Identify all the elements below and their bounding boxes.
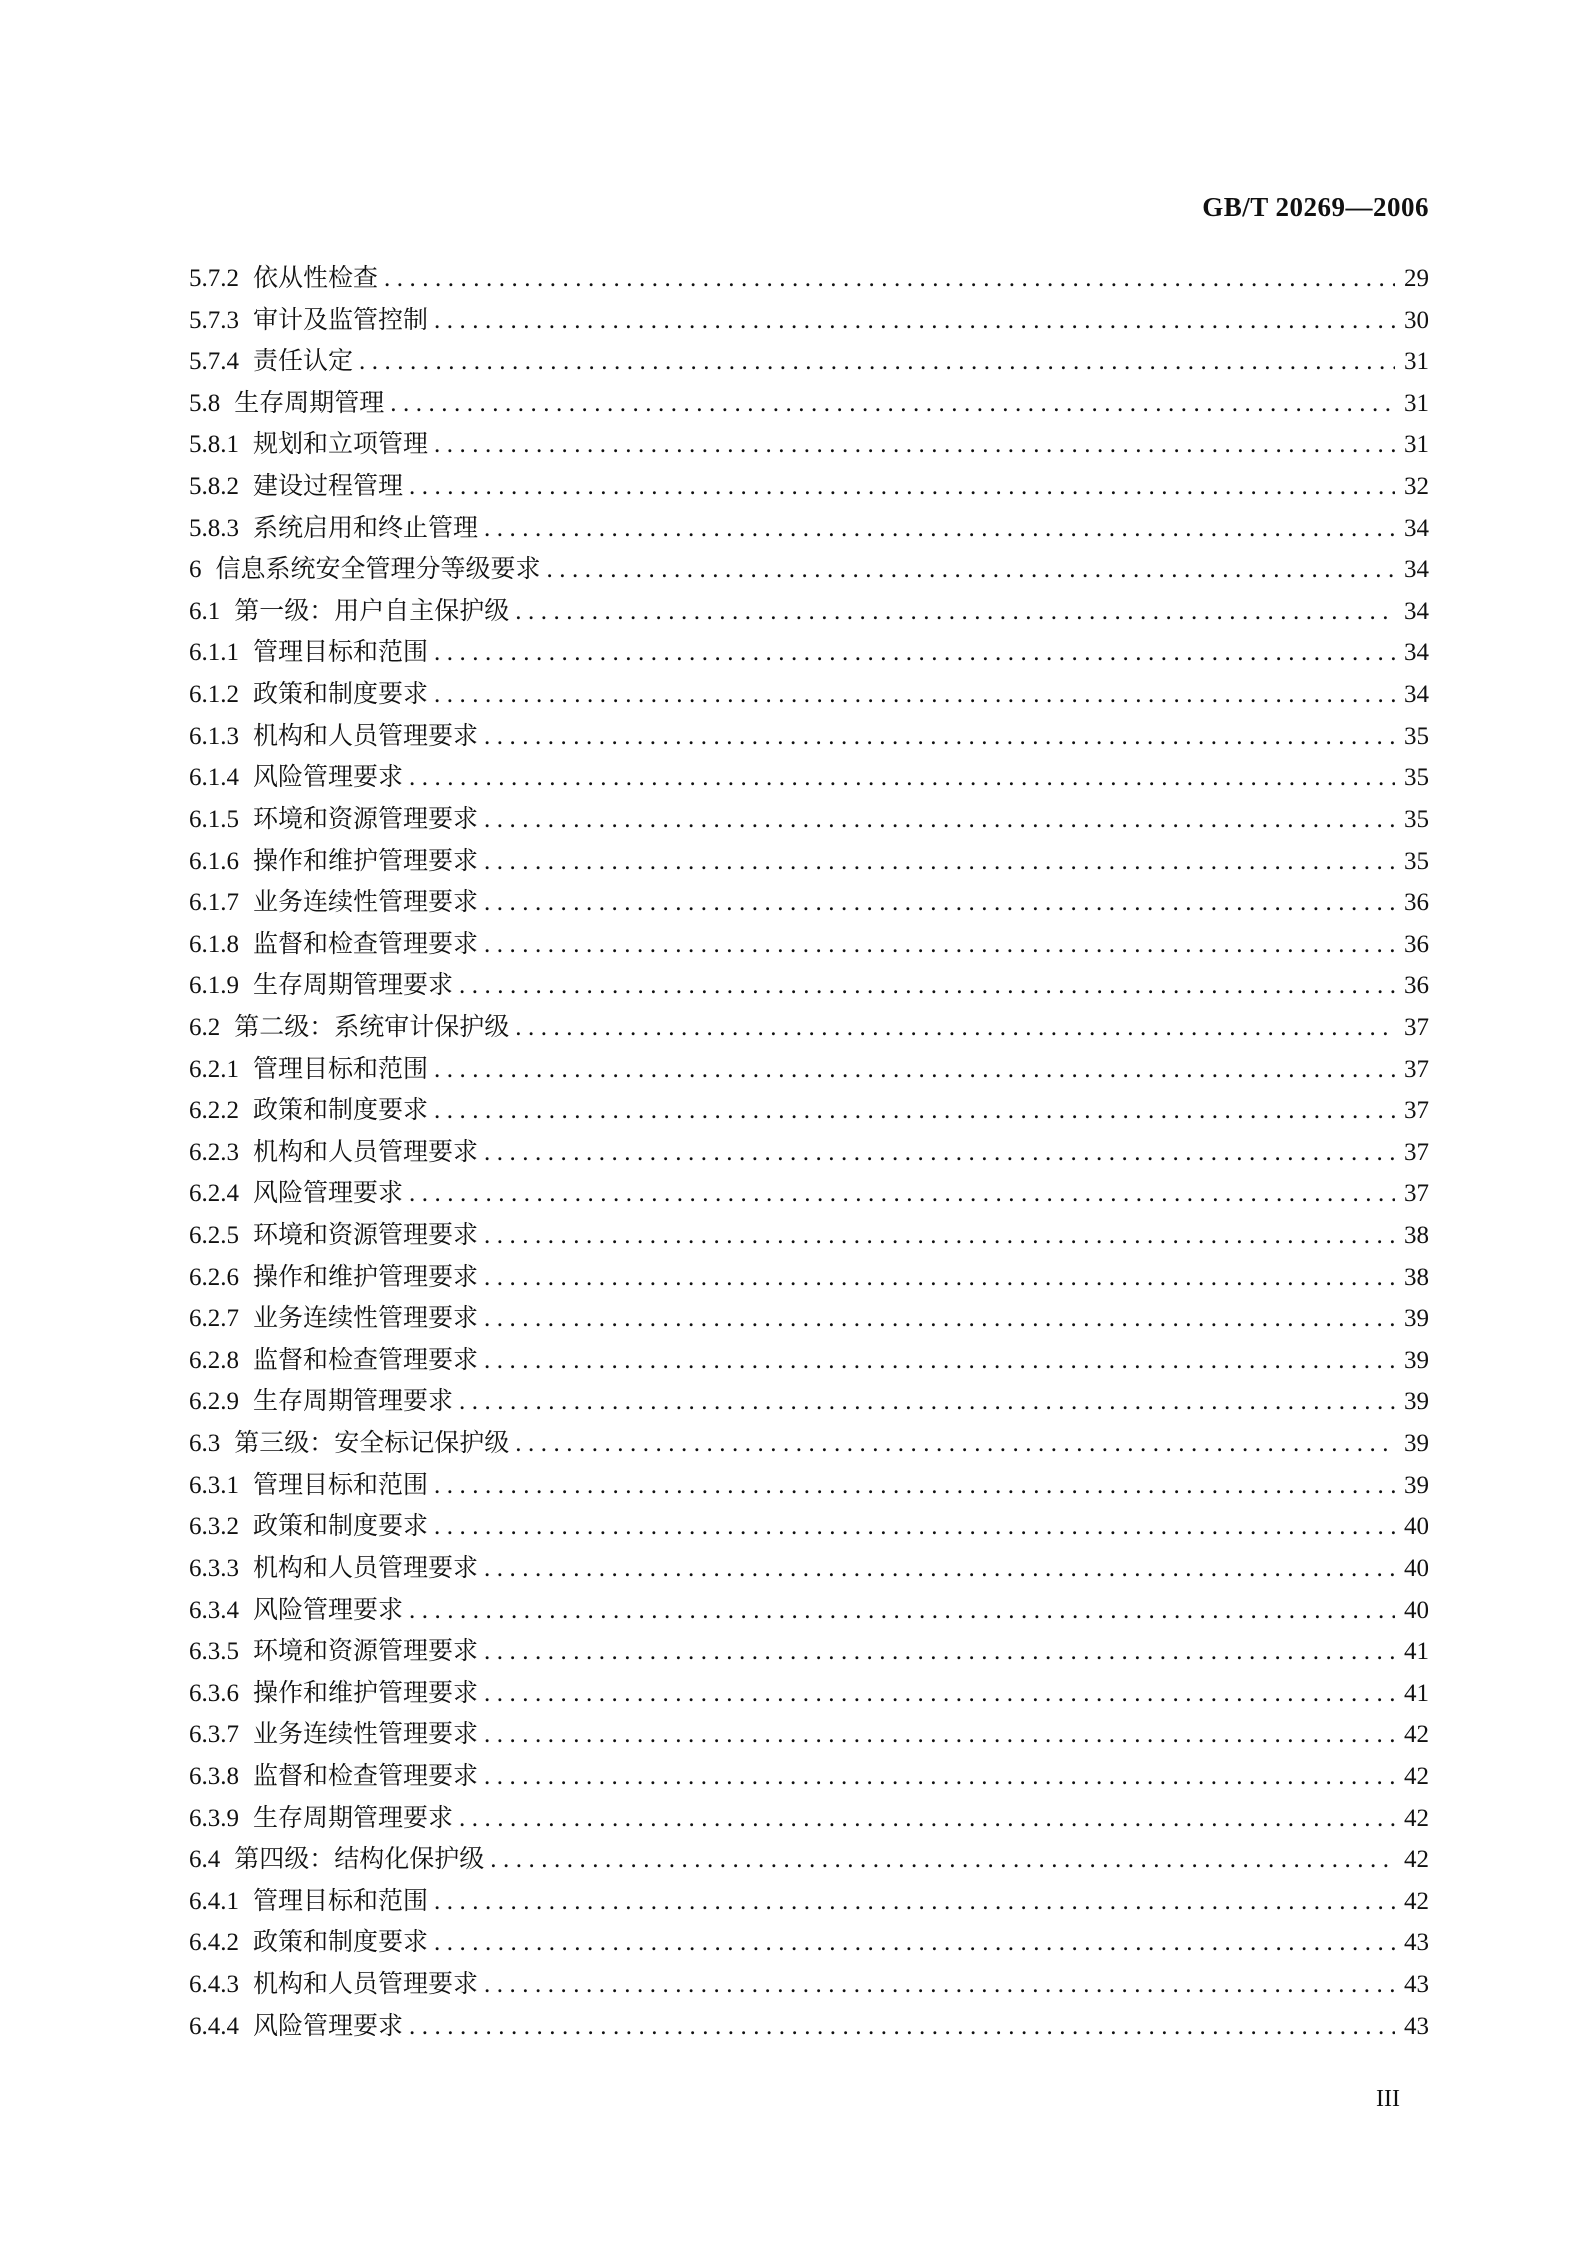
toc-entry-number: 6.2.6 bbox=[189, 1263, 239, 1291]
toc-entry-number: 6.1.2 bbox=[189, 681, 239, 709]
toc-entry[interactable] bbox=[189, 632, 1429, 674]
dot-leader bbox=[459, 1388, 1395, 1416]
toc-entry-title: 管理目标和范围 bbox=[253, 1887, 429, 1915]
toc-entry[interactable] bbox=[189, 549, 1429, 591]
page-folio: III bbox=[1376, 2086, 1400, 2112]
toc-entry-page: 40 bbox=[1404, 1513, 1429, 1541]
toc-entry-page: 39 bbox=[1404, 1471, 1429, 1499]
toc-entry[interactable] bbox=[189, 924, 1429, 966]
dot-leader bbox=[484, 1638, 1395, 1666]
toc-entry[interactable] bbox=[189, 1465, 1429, 1507]
dot-leader bbox=[409, 764, 1395, 792]
toc-entry-title: 监督和检查管理要求 bbox=[253, 930, 479, 958]
toc-entry-title: 建设过程管理 bbox=[253, 473, 404, 501]
toc-entry-title: 第一级：用户自主保护级 bbox=[234, 597, 510, 625]
toc-entry-page: 34 bbox=[1404, 556, 1429, 584]
toc-entry-page: 43 bbox=[1404, 2012, 1429, 2040]
toc-entry-page: 39 bbox=[1404, 1305, 1429, 1333]
toc-entry-number: 6.4.3 bbox=[189, 1970, 239, 1998]
toc-entry-number: 6.4.1 bbox=[189, 1887, 239, 1915]
toc-entry-page: 35 bbox=[1404, 764, 1429, 792]
toc-entry-title: 生存周期管理要求 bbox=[253, 1804, 454, 1832]
toc-entry-title: 政策和制度要求 bbox=[253, 1929, 429, 1957]
toc-entry-number: 5.8.2 bbox=[189, 473, 239, 501]
toc-entry[interactable] bbox=[189, 258, 1429, 300]
toc-entry-title: 第二级：系统审计保护级 bbox=[234, 1013, 510, 1041]
toc-entry-number: 6.2.1 bbox=[189, 1055, 239, 1083]
toc-entry-page: 42 bbox=[1404, 1846, 1429, 1874]
toc-entry-title: 环境和资源管理要求 bbox=[253, 805, 479, 833]
toc-entry-number: 6.1.4 bbox=[189, 764, 239, 792]
toc-entry-title: 业务连续性管理要求 bbox=[253, 1721, 479, 1749]
toc-entry-number: 6.3.4 bbox=[189, 1596, 239, 1624]
dot-leader bbox=[434, 1472, 1395, 1500]
toc-entry[interactable] bbox=[189, 1090, 1429, 1132]
dot-leader bbox=[547, 556, 1395, 584]
toc-entry-number: 6.3.5 bbox=[189, 1638, 239, 1666]
toc-entry[interactable] bbox=[189, 674, 1429, 716]
toc-entry-page: 42 bbox=[1404, 1762, 1429, 1790]
toc-entry-number: 6.2 bbox=[189, 1013, 221, 1041]
toc-entry-page: 38 bbox=[1404, 1263, 1429, 1291]
toc-entry-page: 39 bbox=[1404, 1430, 1429, 1458]
toc-entry-page: 34 bbox=[1404, 681, 1429, 709]
toc-entry[interactable] bbox=[189, 508, 1429, 550]
toc-entry[interactable] bbox=[189, 1381, 1429, 1423]
toc-entry[interactable] bbox=[189, 1798, 1429, 1840]
toc-entry[interactable] bbox=[189, 2006, 1429, 2048]
toc-entry-page: 36 bbox=[1404, 930, 1429, 958]
dot-leader bbox=[459, 972, 1395, 1000]
toc-entry[interactable] bbox=[189, 1590, 1429, 1632]
toc-entry-page: 34 bbox=[1404, 597, 1429, 625]
toc-entry-number: 6.2.2 bbox=[189, 1097, 239, 1125]
dot-leader bbox=[434, 681, 1395, 709]
toc-entry[interactable] bbox=[189, 1173, 1429, 1215]
toc-entry-number: 6.2.4 bbox=[189, 1180, 239, 1208]
toc-entry-number: 6.1.5 bbox=[189, 805, 239, 833]
toc-entry[interactable] bbox=[189, 1007, 1429, 1049]
toc-entry-title: 风险管理要求 bbox=[253, 1180, 404, 1208]
toc-entry-number: 5.7.4 bbox=[189, 348, 239, 376]
toc-entry-page: 41 bbox=[1404, 1679, 1429, 1707]
toc-entry[interactable] bbox=[189, 799, 1429, 841]
toc-entry[interactable] bbox=[189, 1756, 1429, 1798]
toc-entry-page: 34 bbox=[1404, 639, 1429, 667]
dot-leader bbox=[484, 1763, 1395, 1791]
dot-leader bbox=[434, 1513, 1395, 1541]
toc-entry-title: 操作和维护管理要求 bbox=[253, 1679, 479, 1707]
toc-entry-number: 6.1.8 bbox=[189, 930, 239, 958]
toc-entry-title: 生存周期管理要求 bbox=[253, 972, 454, 1000]
toc-entry-page: 37 bbox=[1404, 1138, 1429, 1166]
toc-entry[interactable] bbox=[189, 1257, 1429, 1299]
toc-entry-number: 6.3.6 bbox=[189, 1679, 239, 1707]
dot-leader bbox=[515, 598, 1395, 626]
toc-entry[interactable] bbox=[189, 424, 1429, 466]
toc-entry-title: 监督和检查管理要求 bbox=[253, 1346, 479, 1374]
toc-entry-page: 31 bbox=[1404, 389, 1429, 417]
dot-leader bbox=[484, 806, 1395, 834]
toc-entry-number: 6.2.8 bbox=[189, 1346, 239, 1374]
dot-leader bbox=[484, 723, 1395, 751]
toc-entry-title: 第三级：安全标记保护级 bbox=[234, 1430, 510, 1458]
toc-entry-number: 6 bbox=[189, 556, 202, 584]
toc-entry-number: 5.7.3 bbox=[189, 306, 239, 334]
toc-entry-page: 38 bbox=[1404, 1222, 1429, 1250]
dot-leader bbox=[390, 390, 1395, 418]
toc-entry-number: 6.3.7 bbox=[189, 1721, 239, 1749]
toc-entry-title: 政策和制度要求 bbox=[253, 681, 429, 709]
toc-entry-page: 37 bbox=[1404, 1097, 1429, 1125]
toc-entry-number: 6.2.5 bbox=[189, 1222, 239, 1250]
toc-entry-title: 第四级：结构化保护级 bbox=[234, 1846, 485, 1874]
dot-leader bbox=[434, 1097, 1395, 1125]
dot-leader bbox=[434, 307, 1395, 335]
dot-leader bbox=[434, 1888, 1395, 1916]
dot-leader bbox=[384, 265, 1395, 293]
toc-entry-title: 系统启用和终止管理 bbox=[253, 514, 479, 542]
dot-leader bbox=[515, 1014, 1395, 1042]
toc-entry-title: 管理目标和范围 bbox=[253, 1055, 429, 1083]
dot-leader bbox=[409, 1180, 1395, 1208]
toc-entry-title: 业务连续性管理要求 bbox=[253, 889, 479, 917]
toc-entry[interactable] bbox=[189, 1340, 1429, 1382]
standard-number-header: GB/T 20269—2006 bbox=[1202, 192, 1429, 222]
toc-entry-title: 管理目标和范围 bbox=[253, 1471, 429, 1499]
toc-entry-number: 6.1.3 bbox=[189, 722, 239, 750]
toc-entry-page: 36 bbox=[1404, 972, 1429, 1000]
toc-entry-number: 6.4.4 bbox=[189, 2012, 239, 2040]
toc-entry-title: 风险管理要求 bbox=[253, 764, 404, 792]
toc-entry[interactable] bbox=[189, 1132, 1429, 1174]
dot-leader bbox=[434, 1929, 1395, 1957]
toc-entry[interactable] bbox=[189, 1506, 1429, 1548]
toc-entry-title: 政策和制度要求 bbox=[253, 1097, 429, 1125]
toc-entry[interactable] bbox=[189, 1673, 1429, 1715]
toc-entry[interactable] bbox=[189, 591, 1429, 633]
dot-leader bbox=[434, 639, 1395, 667]
toc-entry-number: 6.2.7 bbox=[189, 1305, 239, 1333]
toc-entry[interactable] bbox=[189, 1423, 1429, 1465]
toc-entry-page: 41 bbox=[1404, 1638, 1429, 1666]
toc-entry-number: 6.4 bbox=[189, 1846, 221, 1874]
dot-leader bbox=[484, 1264, 1395, 1292]
toc-entry-number: 5.7.2 bbox=[189, 265, 239, 292]
toc-entry-title: 审计及监管控制 bbox=[253, 306, 429, 334]
toc-entry-page: 34 bbox=[1404, 514, 1429, 542]
toc-entry-number: 6.1.6 bbox=[189, 847, 239, 875]
dot-leader bbox=[515, 1430, 1395, 1458]
toc-entry-title: 机构和人员管理要求 bbox=[253, 722, 479, 750]
toc-entry-number: 6.1.9 bbox=[189, 972, 239, 1000]
dot-leader bbox=[359, 348, 1395, 376]
toc-entry-page: 35 bbox=[1404, 847, 1429, 875]
toc-entry[interactable] bbox=[189, 383, 1429, 425]
dot-leader bbox=[484, 848, 1395, 876]
dot-leader bbox=[484, 1680, 1395, 1708]
toc-entry-page: 42 bbox=[1404, 1721, 1429, 1749]
dot-leader bbox=[484, 1222, 1395, 1250]
toc-entry-title: 信息系统安全管理分等级要求 bbox=[215, 556, 541, 584]
toc-entry-title: 环境和资源管理要求 bbox=[253, 1638, 479, 1666]
toc-entry[interactable] bbox=[189, 341, 1429, 383]
toc-entry-page: 39 bbox=[1404, 1388, 1429, 1416]
toc-entry[interactable] bbox=[189, 1922, 1429, 1964]
table-of-contents bbox=[189, 258, 1429, 2047]
toc-entry-title: 责任认定 bbox=[253, 348, 354, 376]
toc-entry-title: 政策和制度要求 bbox=[253, 1513, 429, 1541]
toc-entry-number: 6.3.3 bbox=[189, 1554, 239, 1582]
dot-leader bbox=[409, 2013, 1395, 2041]
toc-entry-number: 6.2.9 bbox=[189, 1388, 239, 1416]
toc-entry-page: 36 bbox=[1404, 889, 1429, 917]
toc-entry-title: 生存周期管理 bbox=[234, 389, 385, 417]
toc-entry-title: 环境和资源管理要求 bbox=[253, 1222, 479, 1250]
toc-entry-title: 机构和人员管理要求 bbox=[253, 1554, 479, 1582]
toc-entry-title: 业务连续性管理要求 bbox=[253, 1305, 479, 1333]
toc-entry-title: 风险管理要求 bbox=[253, 2012, 404, 2040]
toc-entry-page: 40 bbox=[1404, 1554, 1429, 1582]
dot-leader bbox=[434, 1056, 1395, 1084]
toc-entry[interactable] bbox=[189, 1215, 1429, 1257]
dot-leader bbox=[490, 1846, 1395, 1874]
toc-entry-number: 6.2.3 bbox=[189, 1138, 239, 1166]
dot-leader bbox=[484, 1305, 1395, 1333]
toc-entry-page: 31 bbox=[1404, 348, 1429, 376]
toc-entry[interactable] bbox=[189, 300, 1429, 342]
dot-leader bbox=[484, 1971, 1395, 1999]
toc-entry-page: 37 bbox=[1404, 1055, 1429, 1083]
toc-entry-number: 6.1 bbox=[189, 597, 221, 625]
toc-entry-number: 5.8.1 bbox=[189, 431, 239, 459]
toc-entry[interactable] bbox=[189, 757, 1429, 799]
dot-leader bbox=[409, 1597, 1395, 1625]
dot-leader bbox=[409, 473, 1395, 501]
dot-leader bbox=[484, 515, 1395, 543]
toc-entry-number: 6.3.1 bbox=[189, 1471, 239, 1499]
toc-entry-title: 机构和人员管理要求 bbox=[253, 1138, 479, 1166]
toc-entry-page: 30 bbox=[1404, 306, 1429, 334]
toc-entry[interactable] bbox=[189, 1049, 1429, 1091]
toc-entry-title: 风险管理要求 bbox=[253, 1596, 404, 1624]
dot-leader bbox=[484, 889, 1395, 917]
toc-entry-title: 依从性检查 bbox=[253, 265, 379, 292]
dot-leader bbox=[484, 1721, 1395, 1749]
toc-entry-page: 40 bbox=[1404, 1596, 1429, 1624]
toc-entry-title: 监督和检查管理要求 bbox=[253, 1762, 479, 1790]
toc-entry[interactable] bbox=[189, 1964, 1429, 2006]
toc-entry-number: 6.1.7 bbox=[189, 889, 239, 917]
toc-entry-number: 6.3.9 bbox=[189, 1804, 239, 1832]
toc-entry-page: 29 bbox=[1404, 265, 1429, 292]
toc-entry-title: 机构和人员管理要求 bbox=[253, 1970, 479, 1998]
toc-entry-page: 43 bbox=[1404, 1970, 1429, 1998]
toc-entry-title: 规划和立项管理 bbox=[253, 431, 429, 459]
toc-entry[interactable] bbox=[189, 1631, 1429, 1673]
toc-entry-number: 5.8 bbox=[189, 389, 221, 417]
toc-entry-page: 35 bbox=[1404, 722, 1429, 750]
toc-entry-title: 生存周期管理要求 bbox=[253, 1388, 454, 1416]
toc-entry-page: 42 bbox=[1404, 1887, 1429, 1915]
toc-entry-page: 35 bbox=[1404, 805, 1429, 833]
toc-entry[interactable] bbox=[189, 1548, 1429, 1590]
toc-entry-page: 43 bbox=[1404, 1929, 1429, 1957]
toc-entry[interactable] bbox=[189, 1298, 1429, 1340]
toc-entry-number: 6.3 bbox=[189, 1430, 221, 1458]
toc-entry-number: 6.4.2 bbox=[189, 1929, 239, 1957]
toc-entry-number: 5.8.3 bbox=[189, 514, 239, 542]
dot-leader bbox=[434, 431, 1395, 459]
dot-leader bbox=[484, 1347, 1395, 1375]
toc-entry[interactable] bbox=[189, 716, 1429, 758]
toc-entry[interactable] bbox=[189, 1839, 1429, 1881]
toc-entry-title: 操作和维护管理要求 bbox=[253, 847, 479, 875]
toc-entry-page: 37 bbox=[1404, 1013, 1429, 1041]
toc-entry-title: 管理目标和范围 bbox=[253, 639, 429, 667]
dot-leader bbox=[484, 931, 1395, 959]
toc-entry-page: 31 bbox=[1404, 431, 1429, 459]
toc-entry[interactable] bbox=[189, 466, 1429, 508]
dot-leader bbox=[459, 1805, 1395, 1833]
dot-leader bbox=[484, 1555, 1395, 1583]
toc-entry-page: 39 bbox=[1404, 1346, 1429, 1374]
toc-entry[interactable] bbox=[189, 965, 1429, 1007]
dot-leader bbox=[484, 1139, 1395, 1167]
toc-entry-page: 42 bbox=[1404, 1804, 1429, 1832]
toc-entry[interactable] bbox=[189, 841, 1429, 883]
toc-entry[interactable] bbox=[189, 882, 1429, 924]
toc-entry-page: 32 bbox=[1404, 473, 1429, 501]
toc-entry-number: 6.3.8 bbox=[189, 1762, 239, 1790]
toc-entry-number: 6.3.2 bbox=[189, 1513, 239, 1541]
toc-entry-number: 6.1.1 bbox=[189, 639, 239, 667]
toc-entry[interactable] bbox=[189, 1881, 1429, 1923]
toc-entry-title: 操作和维护管理要求 bbox=[253, 1263, 479, 1291]
toc-entry[interactable] bbox=[189, 1714, 1429, 1756]
toc-entry-page: 37 bbox=[1404, 1180, 1429, 1208]
